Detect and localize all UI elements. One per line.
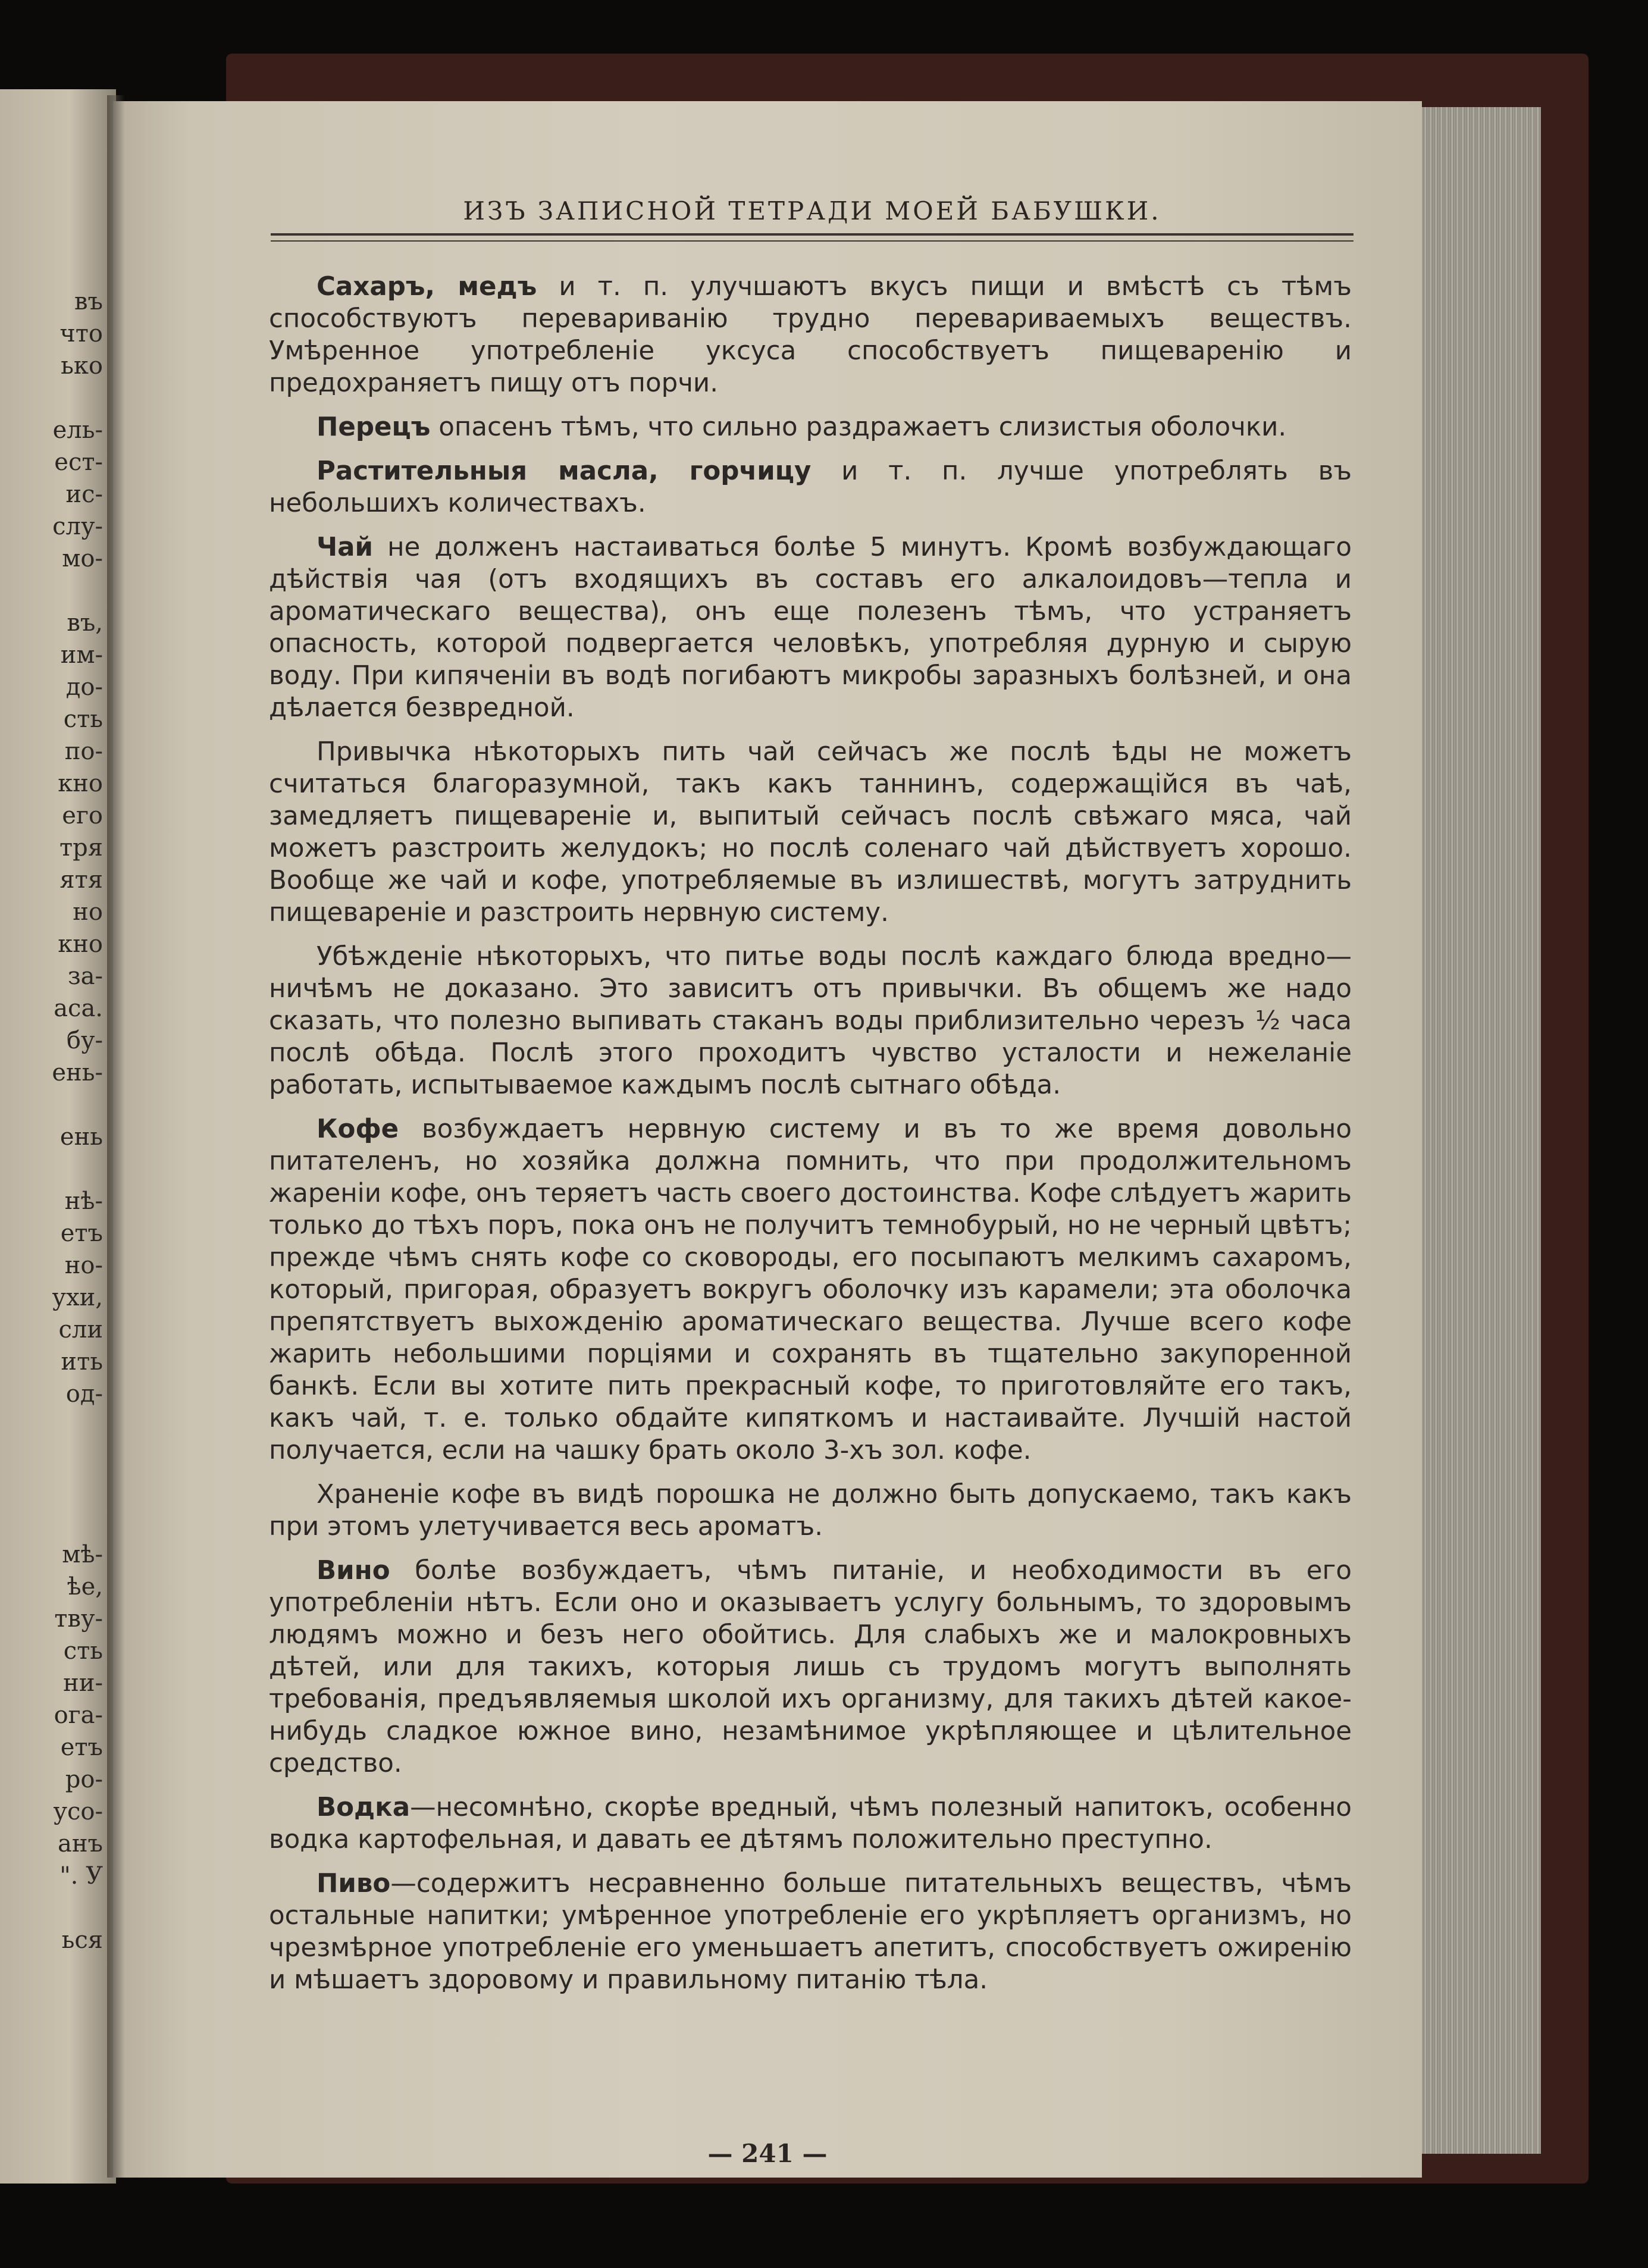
paragraph [269, 736, 1352, 929]
paragraph-lead: Растительныя масла, горчицу [317, 456, 812, 486]
left-page-line: ни- [63, 1669, 103, 1697]
left-page-line: ѣе, [67, 1573, 103, 1600]
paragraph-lead: Чай [317, 532, 373, 562]
paragraph-text: Убѣжденіе нѣкоторыхъ, что питье воды послѣ каждаго блюда вредно—ничѣмъ не доказано. Это зависитъ отъ привычки. Въ общемъ же надо сказать, что полезно выпивать стаканъ воды приблизительно черезъ ½ часа послѣ обѣда. Послѣ этого проходитъ чувство усталости и нежеланіе работать, испытываемое каждымъ послѣ сытнаго обѣда. [269, 942, 1352, 1100]
paragraph [269, 411, 1352, 443]
left-page-line: тря [59, 834, 103, 862]
book-page [113, 101, 1422, 2178]
page-body [269, 271, 1352, 2008]
paragraph [269, 1791, 1352, 1856]
left-page-line: ько [61, 352, 103, 380]
left-page-line: ". У [59, 1862, 103, 1890]
paragraph-text: и т. п. улучшаютъ вкусъ пищи и вмѣстѣ съ тѣмъ способствуютъ перевариванію трудно перевариваемыхъ веществъ. Умѣренное употребленіе уксуса способствуетъ пищеваренію и предохраняетъ пищу отъ порчи. [269, 272, 1352, 398]
paragraph-lead: Вино [317, 1556, 390, 1586]
left-page-line: сли [58, 1316, 103, 1343]
left-page-line: ить [61, 1348, 103, 1376]
left-page-line: ро- [65, 1766, 103, 1793]
paragraph-text: возбуждаетъ нервную систему и въ то же время довольно питателенъ, но хозяйка должна помнить, что при продолжительномъ жареніи кофе, онъ теряетъ часть своего достоинства. Кофе слѣдуетъ жарить только до тѣхъ поръ, пока онъ не получитъ темнобурый, но не черный цвѣтъ; прежде чѣмъ снять кофе со сковороды, его посыпаютъ мелкимъ сахаромъ, который, пригорая, образуетъ вокругъ оболочку изъ карамели; эта оболочка препятствуетъ выхожденію ароматическаго вещества. Лучше всего кофе жарить небольшими порціями и сохранять въ тщательно закупоренной банкѣ. Если вы хотите пить прекрасный кофе, то приготовляйте его такъ, какъ чай, т. е. только обдайте кипяткомъ и настаивайте. Лучшій настой получается, если на чашку брать около 3-хъ зол. кофе. [269, 1114, 1352, 1465]
left-page-line [52, 1892, 103, 1924]
left-page-line: ога- [54, 1702, 103, 1729]
left-page-line: бу- [66, 1027, 103, 1054]
left-page-line: слу- [52, 513, 103, 540]
paragraph-lead: Пиво [317, 1869, 391, 1899]
left-page-line: ься [61, 1926, 103, 1954]
paragraph-lead: Сахаръ, медъ [317, 272, 537, 302]
left-page-line: но- [64, 1252, 103, 1279]
left-page-line: ень- [52, 1059, 103, 1086]
left-page-line: усо- [53, 1798, 103, 1825]
left-page-line: но [73, 898, 103, 926]
left-page-line [52, 575, 103, 607]
left-page-line: что [59, 320, 103, 347]
left-page-line [52, 1474, 103, 1506]
left-page-line: мо- [62, 545, 103, 572]
left-page-line: етъ [60, 1734, 103, 1761]
paragraph [269, 1478, 1352, 1543]
paragraph-text: Привычка нѣкоторыхъ пить чай сейчасъ же послѣ ѣды не можетъ считаться благоразумной, такъ какъ таннинъ, содержащійся въ чаѣ, замедляетъ пищевареніе и, выпитый сейчасъ послѣ свѣжаго мяса, чай можетъ разстроить желудокъ; но послѣ соленаго чай дѣйствуетъ хорошо. Вообще же чай и кофе, употребляемые въ излишествѣ, могутъ затруднить пищевареніе и разстроить нервную систему. [269, 737, 1352, 928]
paragraph-lead: Кофе [317, 1114, 399, 1144]
paragraph-text: —содержитъ несравненно больше питательныхъ веществъ, чѣмъ остальные напитки; умѣренное употребленіе его укрѣпляетъ организмъ, но чрезмѣрное употребленіе его уменьшаетъ апетитъ, способствуетъ ожиренію и мѣшаетъ здоровому и правильному питанію тѣла. [269, 1869, 1352, 1995]
paragraph-lead: Перецъ [317, 412, 431, 442]
left-page-line: за- [67, 963, 103, 990]
left-page-line: его [62, 802, 103, 829]
left-page-line: ест- [54, 449, 103, 476]
left-page-line: анъ [58, 1830, 103, 1857]
paragraph [269, 455, 1352, 519]
left-page-line [52, 1410, 103, 1442]
header-rule [271, 233, 1354, 236]
paragraph-text: и т. п. лучше употреблять въ небольшихъ количествахъ. [269, 456, 1352, 518]
left-page-fragments [52, 286, 103, 1956]
left-page-line: мѣ- [62, 1541, 103, 1568]
left-page-line [52, 1506, 103, 1539]
left-page-line: по- [64, 738, 103, 765]
binding-gutter [107, 95, 125, 2178]
left-page-line: аса. [54, 995, 103, 1022]
left-page-line: въ [74, 288, 103, 315]
paragraph [269, 941, 1352, 1101]
left-page-line: сть [63, 706, 103, 733]
left-page-line [52, 382, 103, 414]
running-head: ИЗЪ ЗАПИСНОЙ ТЕТРАДИ МОЕЙ БАБУШКИ. [463, 196, 1161, 225]
left-page-line: од- [65, 1380, 103, 1408]
paragraph-text: не долженъ настаиваться болѣе 5 минутъ. Кромѣ возбуждающаго дѣйствія чая (отъ входящихъ въ составъ его алкалоидовъ—тепла и ароматическаго вещества), онъ еще полезенъ тѣмъ, что устраняетъ опасность, которой подвергается человѣкъ, употребляя дурную и сырую воду. При кипяченіи въ водѣ погибаютъ микробы заразныхъ болѣзней, и она дѣлается безвредной. [269, 532, 1352, 723]
page-edges [1422, 107, 1541, 2154]
left-page-line [52, 1153, 103, 1185]
left-page-line: кно [58, 770, 103, 797]
left-page-line: въ, [67, 609, 103, 637]
page-number: — 241 — [707, 2139, 828, 2168]
paragraph [269, 1555, 1352, 1780]
paragraph [269, 1868, 1352, 1996]
paragraph [269, 1113, 1352, 1467]
left-page-line [52, 1089, 103, 1121]
left-page-line: кно [58, 931, 103, 958]
left-page-line: им- [60, 641, 103, 669]
paragraph-text: болѣе возбуждаетъ, чѣмъ питаніе, и необходимости въ его употребленіи нѣтъ. Если оно и оказываетъ услугу больнымъ, то здоровымъ людямъ можно и безъ него обойтись. Для слабыхъ же и малокровныхъ дѣтей, или для такихъ, которыя лишь съ трудомъ могутъ выполнять требованія, предъявляемыя школой ихъ организму, для такихъ дѣтей какое-нибудь сладкое южное вино, незамѣнимое укрѣпляющее и цѣлительное средство. [269, 1556, 1352, 1778]
left-page-line: ухи, [52, 1284, 103, 1311]
left-page-line: етъ [60, 1220, 103, 1247]
left-facing-page [0, 89, 116, 2184]
left-page-line: ень [59, 1123, 103, 1151]
left-page-line [52, 1442, 103, 1474]
paragraph [269, 271, 1352, 399]
left-page-line: ятя [59, 866, 103, 894]
paragraph [269, 531, 1352, 724]
left-page-line: ис- [65, 481, 103, 508]
paragraph-text: Храненіе кофе въ видѣ порошка не должно быть допускаемо, такъ какъ при этомъ улетучивается весь ароматъ. [269, 1480, 1352, 1542]
header-rule-thin [271, 240, 1354, 242]
left-page-line: ель- [52, 416, 103, 444]
left-page-line: до- [65, 673, 103, 701]
left-page-line: тву- [54, 1605, 103, 1633]
left-page-line: сть [63, 1637, 103, 1665]
paragraph-text: опасенъ тѣмъ, что сильно раздражаетъ слизистыя оболочки. [430, 412, 1287, 442]
left-page-line: нѣ- [64, 1188, 103, 1215]
paragraph-lead: Водка [317, 1793, 411, 1822]
paragraph-text: —несомнѣно, скорѣе вредный, чѣмъ полезный напитокъ, особенно водка картофельная, и давать ее дѣтямъ положительно преступно. [269, 1793, 1352, 1855]
